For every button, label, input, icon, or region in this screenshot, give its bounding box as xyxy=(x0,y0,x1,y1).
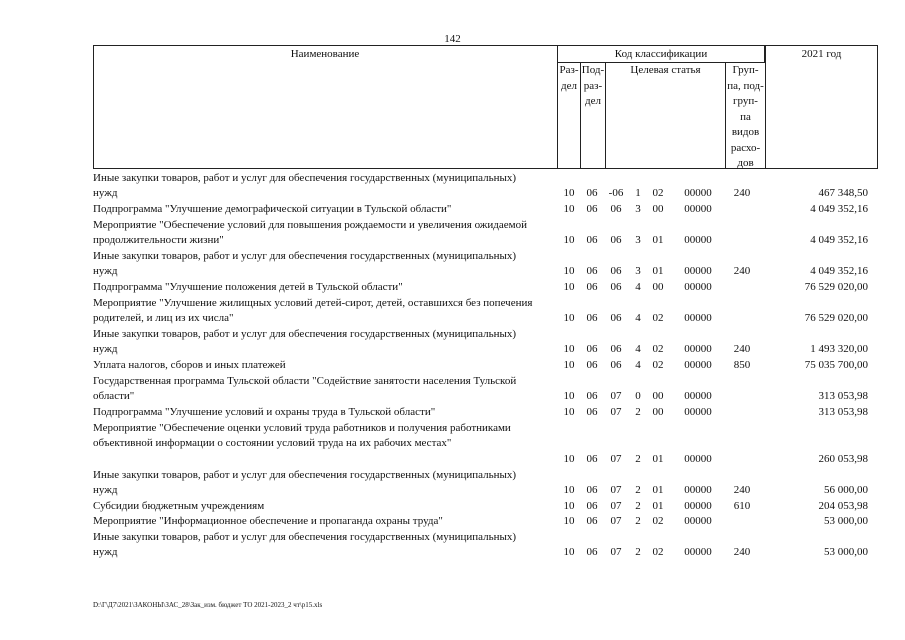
row-code-c2: 3 xyxy=(635,234,641,246)
row-code-c2: 4 xyxy=(635,281,641,293)
table-row xyxy=(93,468,878,498)
row-code-c4: 00000 xyxy=(684,265,712,277)
row-code-c1: 06 xyxy=(610,265,622,277)
row-code-vr: 240 xyxy=(733,187,751,199)
row-code-c3: 00 xyxy=(652,406,664,418)
row-code-c2: 0 xyxy=(635,390,641,402)
row-code-c2: 2 xyxy=(635,484,641,496)
row-code-pr: 06 xyxy=(586,359,598,371)
row-code-c2: 2 xyxy=(635,406,641,418)
row-code-pr: 06 xyxy=(586,265,598,277)
row-code-c3: 02 xyxy=(652,312,664,324)
row-code-c4: 00000 xyxy=(684,203,712,215)
row-code-c3: 01 xyxy=(652,234,664,246)
row-code-c3: 02 xyxy=(652,359,664,371)
row-amount: 1 493 320,00 xyxy=(810,343,868,355)
row-name: Мероприятие "Обеспечение условий для повышения рождаемости и увеличения ожидаемой продолжительности жизни" xyxy=(93,219,528,246)
row-name: Иные закупки товаров, работ и услуг для обеспечения государственных (муниципальных) нужд xyxy=(93,250,517,277)
row-code-c1: 06 xyxy=(610,312,622,324)
row-amount: 53 000,00 xyxy=(824,515,868,527)
row-code-c2: 4 xyxy=(635,343,641,355)
row-amount: 53 000,00 xyxy=(824,546,868,558)
row-code-c4: 00000 xyxy=(684,515,712,527)
row-code-pr: 06 xyxy=(586,406,598,418)
table-row xyxy=(93,327,878,357)
row-code-rz: 10 xyxy=(563,234,575,246)
row-code-c1: 07 xyxy=(610,484,622,496)
table-row xyxy=(93,405,878,420)
row-amount: 260 053,98 xyxy=(818,453,868,465)
row-amount: 4 049 352,16 xyxy=(810,265,868,277)
row-code-c1: 06 xyxy=(610,234,622,246)
row-name: Подпрограмма "Улучшение демографической ситуации в Тульской области" xyxy=(93,203,452,215)
row-code-pr: 06 xyxy=(586,484,598,496)
row-code-c4: 00000 xyxy=(684,359,712,371)
row-code-rz: 10 xyxy=(563,187,575,199)
row-code-rz: 10 xyxy=(563,281,575,293)
row-code-c3: 02 xyxy=(652,515,664,527)
row-code-c1: 06 xyxy=(610,203,622,215)
row-code-c2: 1 xyxy=(635,187,641,199)
row-amount: 75 035 700,00 xyxy=(804,359,868,371)
row-code-c3: 01 xyxy=(652,500,664,512)
row-code-pr: 06 xyxy=(586,453,598,465)
row-code-vr: 610 xyxy=(733,500,751,512)
row-code-c4: 00000 xyxy=(684,453,712,465)
row-code-c1: -06 xyxy=(608,187,624,199)
header-celevaya: Целевая статья xyxy=(630,64,701,76)
row-name: Иные закупки товаров, работ и услуг для обеспечения государственных (муниципальных) нужд xyxy=(93,172,517,199)
row-code-c4: 00000 xyxy=(684,281,712,293)
row-code-c3: 01 xyxy=(652,484,664,496)
row-name: Мероприятие "Обеспечение оценки условий труда работников и получения работниками объективной информации о состоянии условий труда на их рабочих местах" xyxy=(93,422,511,449)
row-name: Государственная программа Тульской области "Содействие занятости населения Тульской области" xyxy=(93,375,517,402)
row-code-c4: 00000 xyxy=(684,484,712,496)
row-code-vr: 240 xyxy=(733,343,751,355)
row-code-rz: 10 xyxy=(563,500,575,512)
row-name: Мероприятие "Улучшение жилищных условий детей-сирот, детей, оставшихся без попечения родителей, и лиц из их числа" xyxy=(93,297,533,324)
row-amount: 56 000,00 xyxy=(824,484,868,496)
row-code-vr: 240 xyxy=(733,546,751,558)
row-code-c4: 00000 xyxy=(684,187,712,199)
file-path: D:\Г\Д7\2021\ЗАКОНЫ\ЗАС_28\Зак_изм. бюджет ТО 2021-2023_2 чт\р15.xls xyxy=(93,601,323,609)
row-code-c4: 00000 xyxy=(684,343,712,355)
row-code-c3: 02 xyxy=(652,546,664,558)
table-row xyxy=(93,280,878,295)
table-row xyxy=(93,421,878,467)
row-amount: 76 529 020,00 xyxy=(804,312,868,324)
row-name: Подпрограмма "Улучшение положения детей в Тульской области" xyxy=(93,281,403,293)
row-amount: 204 053,98 xyxy=(818,500,868,512)
row-code-c1: 07 xyxy=(610,515,622,527)
row-code-pr: 06 xyxy=(586,500,598,512)
row-code-rz: 10 xyxy=(563,406,575,418)
row-code-pr: 06 xyxy=(586,312,598,324)
row-name: Иные закупки товаров, работ и услуг для обеспечения государственных (муниципальных) нужд xyxy=(93,531,517,558)
table-row xyxy=(93,530,878,560)
table-row xyxy=(93,171,878,201)
row-code-pr: 06 xyxy=(586,281,598,293)
row-code-c1: 06 xyxy=(610,281,622,293)
row-code-pr: 06 xyxy=(586,343,598,355)
row-code-vr: 850 xyxy=(733,359,751,371)
table-row xyxy=(93,296,878,326)
row-code-c2: 3 xyxy=(635,265,641,277)
table-row xyxy=(93,249,878,279)
row-name: Иные закупки товаров, работ и услуг для обеспечения государственных (муниципальных) нужд xyxy=(93,469,517,496)
row-code-c3: 02 xyxy=(652,343,664,355)
row-code-pr: 06 xyxy=(586,203,598,215)
row-amount: 467 348,50 xyxy=(818,187,868,199)
header-razdel: Раз- дел xyxy=(559,64,579,92)
row-code-c2: 2 xyxy=(635,500,641,512)
row-code-c1: 07 xyxy=(610,406,622,418)
row-code-pr: 06 xyxy=(586,187,598,199)
row-code-c3: 01 xyxy=(652,265,664,277)
header-code: Код классификации xyxy=(614,48,708,60)
row-name: Иные закупки товаров, работ и услуг для обеспечения государственных (муниципальных) нужд xyxy=(93,328,517,355)
row-name: Уплата налогов, сборов и иных платежей xyxy=(93,359,286,371)
row-code-c2: 4 xyxy=(635,359,641,371)
row-code-c4: 00000 xyxy=(684,390,712,402)
row-code-c2: 2 xyxy=(635,453,641,465)
row-code-c1: 07 xyxy=(610,500,622,512)
row-code-c3: 02 xyxy=(652,187,664,199)
row-code-vr: 240 xyxy=(733,484,751,496)
row-amount: 313 053,98 xyxy=(818,406,868,418)
row-code-c4: 00000 xyxy=(684,312,712,324)
row-code-rz: 10 xyxy=(563,203,575,215)
row-name: Субсидии бюджетным учреждениям xyxy=(93,500,265,512)
row-amount: 76 529 020,00 xyxy=(804,281,868,293)
row-amount: 4 049 352,16 xyxy=(810,203,868,215)
row-amount: 313 053,98 xyxy=(818,390,868,402)
row-code-pr: 06 xyxy=(586,234,598,246)
row-code-rz: 10 xyxy=(563,343,575,355)
row-code-c1: 07 xyxy=(610,546,622,558)
row-amount: 4 049 352,16 xyxy=(810,234,868,246)
row-code-pr: 06 xyxy=(586,546,598,558)
row-code-c1: 07 xyxy=(610,453,622,465)
header-podrazdel: Под- раз- дел xyxy=(581,64,605,107)
row-code-c2: 3 xyxy=(635,203,641,215)
row-code-rz: 10 xyxy=(563,515,575,527)
row-code-rz: 10 xyxy=(563,546,575,558)
row-code-c3: 00 xyxy=(652,203,664,215)
header-year: 2021 год xyxy=(801,48,842,60)
header-name: Наименование xyxy=(290,48,360,60)
table-row xyxy=(93,374,878,404)
table-row xyxy=(93,202,878,217)
row-code-rz: 10 xyxy=(563,484,575,496)
row-code-c2: 4 xyxy=(635,312,641,324)
row-code-rz: 10 xyxy=(563,265,575,277)
row-name: Мероприятие "Информационное обеспечение и пропаганда охраны труда" xyxy=(93,515,443,527)
row-name: Подпрограмма "Улучшение условий и охраны труда в Тульской области" xyxy=(93,406,436,418)
row-code-c2: 2 xyxy=(635,515,641,527)
row-code-c1: 07 xyxy=(610,390,622,402)
table-row xyxy=(93,499,878,514)
table-row xyxy=(93,218,878,248)
row-code-c1: 06 xyxy=(610,359,622,371)
table-row xyxy=(93,514,878,529)
row-code-c4: 00000 xyxy=(684,500,712,512)
row-code-rz: 10 xyxy=(563,312,575,324)
row-code-c3: 00 xyxy=(652,281,664,293)
row-code-rz: 10 xyxy=(563,453,575,465)
row-code-rz: 10 xyxy=(563,359,575,371)
row-code-pr: 06 xyxy=(586,390,598,402)
row-code-pr: 06 xyxy=(586,515,598,527)
row-code-vr: 240 xyxy=(733,265,751,277)
header-gruppa: Груп- па, под- груп- па видов расхо- дов xyxy=(727,64,764,169)
row-code-rz: 10 xyxy=(563,390,575,402)
table-row xyxy=(93,358,878,373)
row-code-c4: 00000 xyxy=(684,546,712,558)
page-number: 142 xyxy=(444,33,461,45)
row-code-c4: 00000 xyxy=(684,234,712,246)
row-code-c2: 2 xyxy=(635,546,641,558)
row-code-c4: 00000 xyxy=(684,406,712,418)
row-code-c3: 00 xyxy=(652,390,664,402)
row-code-c3: 01 xyxy=(652,453,664,465)
row-code-c1: 06 xyxy=(610,343,622,355)
